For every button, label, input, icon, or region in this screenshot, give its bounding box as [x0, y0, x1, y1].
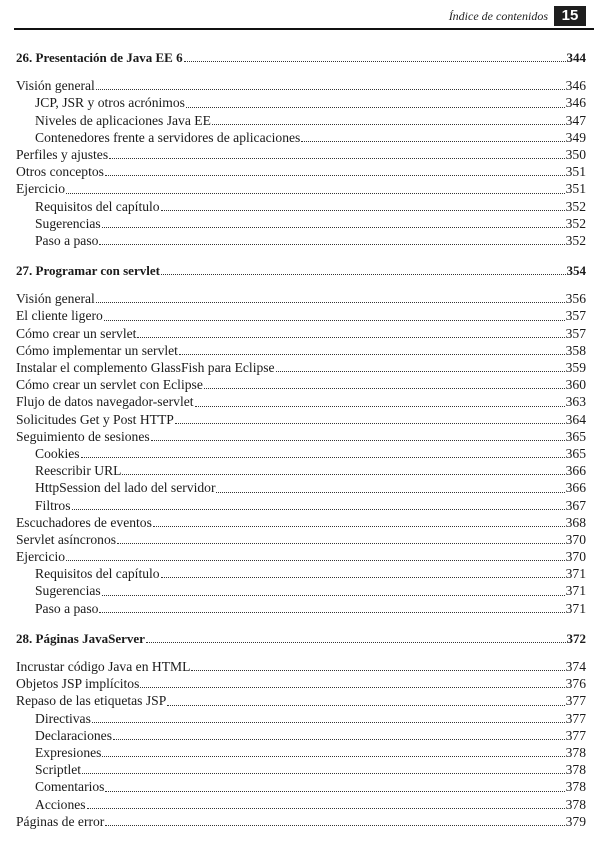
toc-entry-page: 366 [565, 463, 586, 479]
toc-entry-page: 378 [565, 796, 586, 812]
toc-subentry [16, 796, 586, 813]
toc-subentry [16, 232, 586, 249]
toc-entry-page: 365 [565, 428, 586, 444]
toc-entry-page: 352 [565, 215, 586, 231]
dot-leader [179, 353, 565, 355]
toc-entry-label: Requisitos del capítulo [35, 566, 160, 582]
toc-subentry [16, 582, 586, 599]
toc-subentry [16, 600, 586, 617]
dot-leader [109, 157, 564, 159]
toc-subentry [16, 744, 586, 761]
toc-entry-page: 378 [565, 779, 586, 795]
toc-entry-label: Scriptlet [35, 762, 82, 778]
toc-entry-page: 372 [566, 630, 586, 646]
toc-subentry [16, 462, 586, 479]
dot-leader [161, 209, 565, 211]
toc-entry-page: 363 [565, 394, 586, 410]
dot-leader [204, 387, 565, 389]
toc-entry [16, 307, 586, 324]
toc-subentry [16, 129, 586, 146]
dot-leader [96, 301, 565, 303]
toc-entry-page: 351 [565, 181, 586, 197]
toc-entry-page: 356 [565, 291, 586, 307]
dot-leader [161, 576, 565, 578]
toc-entry-page: 352 [565, 232, 586, 248]
toc-entry-page: 358 [565, 342, 586, 358]
toc-entry-label: Expresiones [35, 744, 102, 760]
dot-leader [99, 611, 564, 613]
toc-entry-label: HttpSession del lado del servidor [35, 480, 216, 496]
dot-leader [140, 686, 564, 688]
dot-leader [87, 807, 565, 809]
toc-entry-label: Visión general [16, 291, 95, 307]
toc-entry [16, 290, 586, 307]
toc-entry-page: 377 [565, 727, 586, 743]
toc-subentry [16, 710, 586, 727]
toc-entry-label: Acciones [35, 796, 86, 812]
toc-entry [16, 77, 586, 94]
toc-entry [16, 428, 586, 445]
toc-entry-page: 352 [565, 198, 586, 214]
dot-leader [186, 106, 565, 108]
toc-subentry [16, 761, 586, 778]
toc-entry-page: 367 [565, 497, 586, 513]
toc-entry-page: 357 [565, 308, 586, 324]
toc-entry-label: Cómo crear un servlet [16, 325, 137, 341]
toc-subentry [16, 727, 586, 744]
toc-entry [16, 325, 586, 342]
dot-leader [184, 60, 566, 62]
toc-entry-page: 364 [565, 411, 586, 427]
toc-entry [16, 548, 586, 565]
toc-subentry [16, 565, 586, 582]
toc-subentry [16, 497, 586, 514]
toc-subentry [16, 94, 586, 111]
toc-entry-page: 371 [565, 583, 586, 599]
toc-entry-page: 378 [565, 744, 586, 760]
toc-entry [16, 180, 586, 197]
toc-entry [16, 411, 586, 428]
page-header [0, 0, 600, 30]
toc-entry-page: 349 [565, 129, 586, 145]
toc-entry-page: 347 [565, 112, 586, 128]
page-number-badge: 15 [554, 6, 586, 26]
toc-entry-page: 368 [565, 514, 586, 530]
dot-leader [216, 491, 564, 493]
toc-entry-label: Repaso de las etiquetas JSP [16, 693, 167, 709]
toc-entry-page: 357 [565, 325, 586, 341]
toc-entry-label: Reescribir URL [35, 463, 122, 479]
toc-entry-page: 351 [565, 164, 586, 180]
toc-entry-label: Requisitos del capítulo [35, 198, 160, 214]
dot-leader [117, 542, 565, 544]
dot-leader [146, 641, 566, 643]
toc-entry-page: 346 [565, 95, 586, 111]
toc-entry [16, 393, 586, 410]
toc-entry [16, 146, 586, 163]
toc-entry-label: 26. Presentación de Java EE 6 [16, 50, 183, 65]
toc-entry-page: 354 [566, 263, 586, 279]
toc-entry-page: 344 [566, 50, 586, 65]
toc-entry [16, 675, 586, 692]
toc-entry-page: 346 [565, 78, 586, 94]
toc-entry [16, 531, 586, 548]
toc-entry-label: Otros conceptos [16, 164, 104, 180]
toc-subentry [16, 445, 586, 462]
toc-entry [16, 342, 586, 359]
toc-entry [16, 692, 586, 709]
toc-entry-label: Visión general [16, 78, 95, 94]
toc-entry [16, 359, 586, 376]
toc-entry-page: 371 [565, 600, 586, 616]
toc-entry-label: Perfiles y ajustes [16, 146, 109, 162]
toc-entry-label: Páginas de error [16, 813, 105, 829]
dot-leader [72, 508, 565, 510]
toc-entry-label: 27. Programar con servlet [16, 263, 160, 279]
dot-leader [301, 140, 564, 142]
dot-leader [81, 456, 565, 458]
toc-entry [16, 514, 586, 531]
toc-entry-label: Ejercicio [16, 181, 66, 197]
toc-entry-label: Sugerencias [35, 583, 101, 599]
dot-leader [104, 319, 565, 321]
toc-entry-page: 378 [565, 762, 586, 778]
toc-entry-page: 370 [565, 549, 586, 565]
dot-leader [96, 88, 565, 90]
toc-entry-label: Objetos JSP implícitos [16, 676, 140, 692]
header-divider [14, 28, 594, 30]
toc-subentry [16, 479, 586, 496]
dot-leader [105, 790, 564, 792]
toc-entry-label: Contenedores frente a servidores de aplicaciones [35, 129, 301, 145]
toc-entry-label: Ejercicio [16, 549, 66, 565]
dot-leader [153, 525, 565, 527]
toc-entry-label: Directivas [35, 710, 91, 726]
dot-leader [82, 772, 565, 774]
toc-entry-label: Declaraciones [35, 727, 112, 743]
toc-entry [16, 658, 586, 675]
dot-leader [122, 473, 564, 475]
dot-leader [92, 721, 565, 723]
toc-entry-label: Incrustar código Java en HTML [16, 659, 191, 674]
toc-entry-label: Instalar el complemento GlassFish para Eclipse [16, 360, 275, 375]
toc-entry-page: 377 [565, 693, 586, 709]
toc-entry-label: Cómo implementar un servlet [16, 342, 178, 358]
chapter-heading [16, 262, 586, 279]
toc-subentry [16, 112, 586, 129]
dot-leader [102, 226, 565, 228]
toc-entry-label: Seguimiento de sesiones [16, 428, 150, 444]
toc-subentry [16, 215, 586, 232]
toc-entry-page: 374 [565, 659, 586, 674]
dot-leader [113, 738, 565, 740]
dot-leader [161, 273, 566, 275]
dot-leader [276, 370, 565, 372]
toc-entry-label: El cliente ligero [16, 308, 103, 324]
toc-entry [16, 163, 586, 180]
dot-leader [175, 422, 565, 424]
toc-entry-label: Sugerencias [35, 215, 101, 231]
dot-leader [102, 755, 564, 757]
dot-leader [195, 405, 565, 407]
toc-entry-label: 28. Páginas JavaServer [16, 630, 145, 646]
toc-entry-page: 376 [565, 676, 586, 692]
toc-entry [16, 376, 586, 393]
toc-entry-page: 377 [565, 710, 586, 726]
toc-entry-label: Niveles de aplicaciones Java EE [35, 112, 211, 128]
toc-entry-label: Flujo de datos navegador-servlet [16, 394, 194, 410]
dot-leader [212, 123, 565, 125]
dot-leader [191, 669, 564, 671]
dot-leader [66, 192, 565, 194]
toc-entry-page: 365 [565, 445, 586, 461]
toc-entry [16, 813, 586, 830]
toc-entry-page: 371 [565, 566, 586, 582]
running-header-title: Índice de contenidos [448, 9, 548, 23]
toc-entry-label: Escuchadores de eventos [16, 514, 152, 530]
toc-entry-page: 366 [565, 480, 586, 496]
toc-entry-page: 359 [565, 360, 586, 375]
toc-entry-page: 360 [565, 377, 586, 393]
dot-leader [66, 559, 565, 561]
dot-leader [137, 336, 564, 338]
toc-entry-page: 379 [565, 813, 586, 829]
toc-entry-page: 350 [565, 146, 586, 162]
dot-leader [105, 174, 565, 176]
toc-entry-label: Comentarios [35, 779, 105, 795]
dot-leader [167, 704, 564, 706]
toc-entry-label: Filtros [35, 497, 71, 513]
dot-leader [105, 824, 564, 826]
dot-leader [151, 439, 565, 441]
chapter-heading [16, 49, 586, 66]
dot-leader [99, 243, 564, 245]
toc-entry-label: Cómo crear un servlet con Eclipse [16, 377, 203, 393]
toc-entry-label: Servlet asíncronos [16, 531, 117, 547]
chapter-heading [16, 630, 586, 647]
toc-subentry [16, 198, 586, 215]
toc-entry-label: Paso a paso [35, 232, 99, 248]
toc-entry-label: Cookies [35, 445, 80, 461]
toc-entry-label: Solicitudes Get y Post HTTP [16, 411, 174, 427]
toc-entry-label: Paso a paso [35, 600, 99, 616]
table-of-contents [16, 49, 586, 830]
toc-subentry [16, 778, 586, 795]
toc-entry-page: 370 [565, 531, 586, 547]
dot-leader [102, 594, 565, 596]
toc-entry-label: JCP, JSR y otros acrónimos [35, 95, 185, 111]
